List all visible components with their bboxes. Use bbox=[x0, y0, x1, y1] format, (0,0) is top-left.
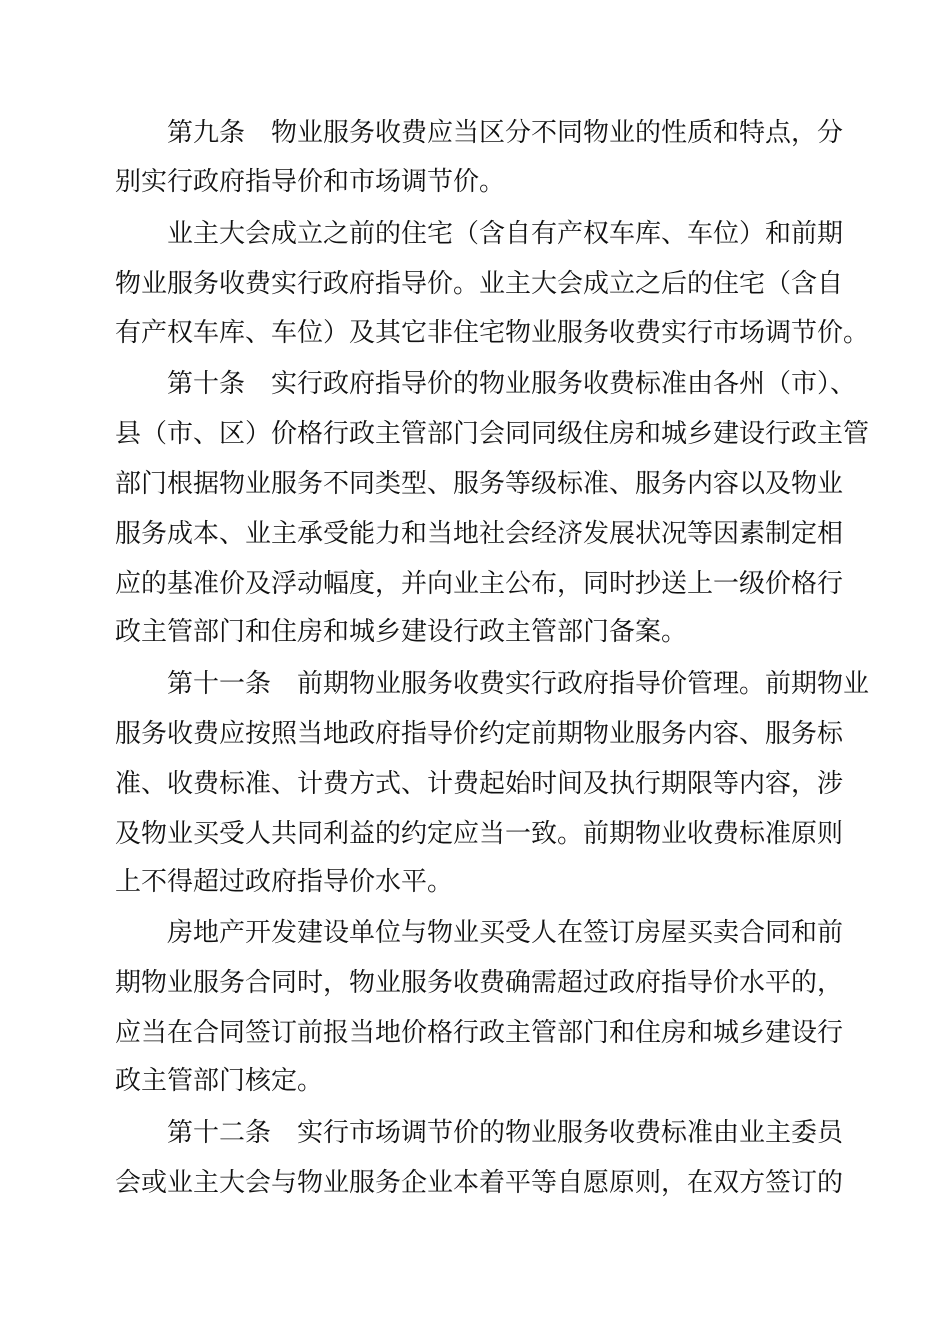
article-11-line-4: 及物业买受人共同利益的约定应当一致。前期物业收费标准原则 bbox=[115, 819, 844, 849]
paragraph-2-line-3: 有产权车库、车位）及其它非住宅物业服务收费实行市场调节价。 bbox=[115, 318, 870, 348]
article-10-line-5: 应的基准价及浮动幅度，并向业主公布，同时抄送上一级价格行 bbox=[115, 569, 844, 599]
article-11-line-2: 服务收费应按照当地政府指导价约定前期物业服务内容、服务标 bbox=[115, 719, 844, 749]
paragraph-developer-line-3: 应当在合同签订前报当地价格行政主管部门和住房和城乡建设行 bbox=[115, 1018, 844, 1048]
article-10-line-4: 服务成本、业主承受能力和当地社会经济发展状况等因素制定相 bbox=[115, 519, 844, 549]
paragraph-developer-line-4: 政主管部门核定。 bbox=[115, 1066, 324, 1096]
article-10-line-3: 部门根据物业服务不同类型、服务等级标准、服务内容以及物业 bbox=[115, 469, 844, 499]
article-11-line-1: 第十一条 前期物业服务收费实行政府指导价管理。前期物业 bbox=[167, 669, 870, 699]
article-11-line-5: 上不得超过政府指导价水平。 bbox=[115, 867, 454, 897]
paragraph-2-line-2: 物业服务收费实行政府指导价。业主大会成立之后的住宅（含自 bbox=[115, 269, 844, 299]
article-11-line-3: 准、收费标准、计费方式、计费起始时间及执行期限等内容，涉 bbox=[115, 769, 844, 799]
paragraph-developer-line-2: 期物业服务合同时，物业服务收费确需超过政府指导价水平的， bbox=[115, 968, 844, 998]
article-10-line-1: 第十条 实行政府指导价的物业服务收费标准由各州（市）、 bbox=[167, 369, 857, 399]
article-9-line-2: 别实行政府指导价和市场调节价。 bbox=[115, 167, 506, 197]
paragraph-2-line-1: 业主大会成立之前的住宅（含自有产权车库、车位）和前期 bbox=[167, 219, 844, 249]
article-10-line-6: 政主管部门和住房和城乡建设行政主管部门备案。 bbox=[115, 617, 688, 647]
article-12-line-2: 会或业主大会与物业服务企业本着平等自愿原则，在双方签订的 bbox=[115, 1168, 844, 1198]
paragraph-developer-line-1: 房地产开发建设单位与物业买受人在签订房屋买卖合同和前 bbox=[167, 918, 844, 948]
article-10-line-2: 县（市、区）价格行政主管部门会同同级住房和城乡建设行政主管 bbox=[115, 419, 870, 449]
article-9-line-1: 第九条 物业服务收费应当区分不同物业的性质和特点，分 bbox=[167, 118, 844, 148]
article-12-line-1: 第十二条 实行市场调节价的物业服务收费标准由业主委员 bbox=[167, 1118, 844, 1148]
